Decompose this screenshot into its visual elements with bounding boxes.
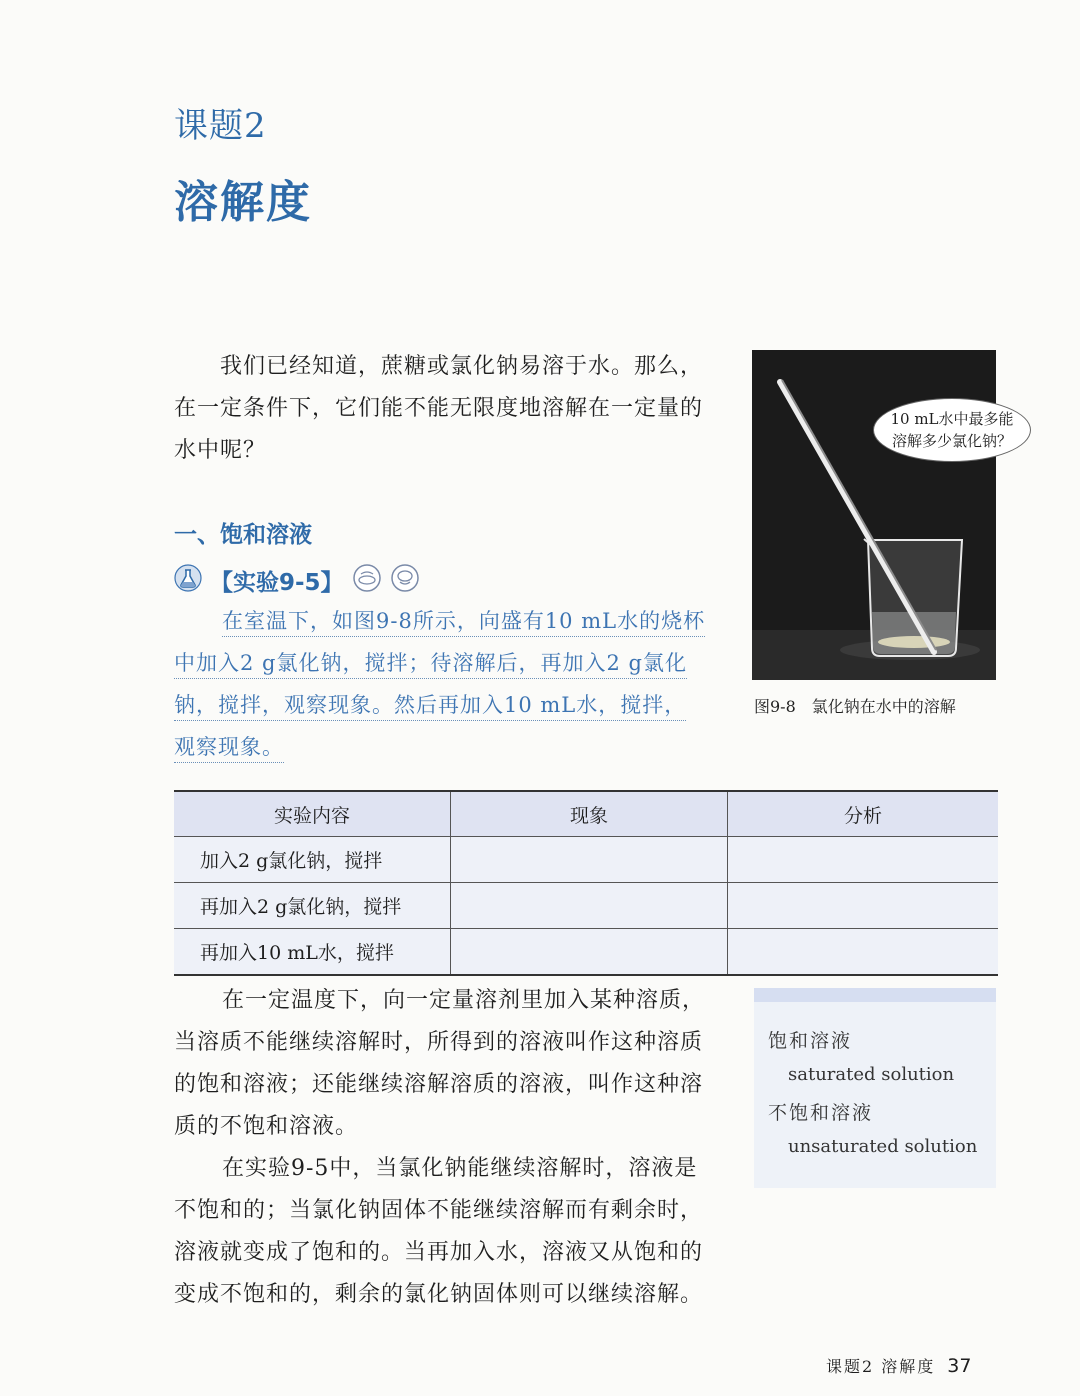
figure-number: 图9-8: [754, 697, 796, 716]
experiment-label: 【实验9-5】: [210, 569, 344, 596]
explanation-paragraph: 在实验9-5中，当氯化钠能继续溶解时，溶液是不饱和的；当氯化钠固体不能继续溶解而有剩余时，溶液就变成了饱和的。当再加入水，溶液又从饱和的变成不饱和的，剩余的氯化钠固体则可以继续溶解。: [174, 1156, 704, 1307]
glossary-term-zh: 饱和溶液: [768, 1030, 853, 1052]
flask-icon: [174, 564, 202, 596]
table-cell: [451, 837, 728, 883]
experiment-instructions: [174, 600, 708, 768]
glossary-box: [754, 988, 996, 1188]
discuss-icon: [390, 563, 420, 597]
glossary-term-zh: 不饱和溶液: [768, 1102, 874, 1124]
glossary-header-bar: [754, 988, 996, 1002]
table-cell: [451, 883, 728, 929]
table-header: 现象: [451, 791, 728, 837]
intro-paragraph: 我们已经知道，蔗糖或氯化钠易溶于水。那么，在一定条件下，它们能不能无限度地溶解在一定量的水中呢？: [174, 354, 704, 463]
stir-icon: [352, 563, 382, 597]
table-row: [174, 929, 998, 976]
table-cell: [728, 837, 999, 883]
page-number: 37: [947, 1355, 972, 1377]
lesson-title: 溶解度: [174, 177, 312, 228]
lesson-number: 课题2: [174, 106, 267, 146]
page-footer: [826, 1354, 971, 1377]
table-row: [174, 883, 998, 929]
table-cell: [728, 929, 999, 976]
bubble-line-2: 溶解多少氯化钠？: [891, 432, 1012, 450]
table-cell: 再加入10 mL水，搅拌: [174, 929, 451, 976]
table-cell: 再加入2 g氯化钠，搅拌: [174, 883, 451, 929]
footer-lesson: 课题2 溶解度: [826, 1357, 936, 1376]
table-row: [174, 837, 998, 883]
figure-caption: [754, 694, 956, 717]
body-text: [174, 980, 708, 1316]
glossary-term-en: unsaturated solution: [788, 1136, 978, 1157]
table-cell: 加入2 g氯化钠，搅拌: [174, 837, 451, 883]
table-header: 实验内容: [174, 791, 451, 837]
experiment-header: [174, 562, 420, 598]
definition-paragraph: 在一定温度下，向一定量溶剂里加入某种溶质，当溶质不能继续溶解时，所得到的溶液叫作这种溶质的饱和溶液；还能继续溶解溶质的溶液，叫作这种溶质的不饱和溶液。: [174, 988, 706, 1139]
table-cell: [451, 929, 728, 976]
section-heading: 一、饱和溶液: [174, 522, 312, 548]
figure-caption-text: 氯化钠在水中的溶解: [811, 697, 956, 716]
table-header-row: [174, 791, 998, 837]
table-cell: [728, 883, 999, 929]
speech-bubble: [873, 398, 1031, 462]
bubble-line-1: 10 mL水中最多能: [890, 410, 1014, 428]
experiment-text: 在室温下，如图9-8所示，向盛有10 mL水的烧杯中加入2 g氯化钠，搅拌；待溶解后，再加入2 g氯化钠，搅拌，观察现象。然后再加入10 mL水，搅拌，观察现象。: [174, 609, 705, 763]
glossary-term-en: saturated solution: [788, 1064, 955, 1085]
table-header: 分析: [728, 791, 999, 837]
experiment-table: [174, 790, 998, 976]
